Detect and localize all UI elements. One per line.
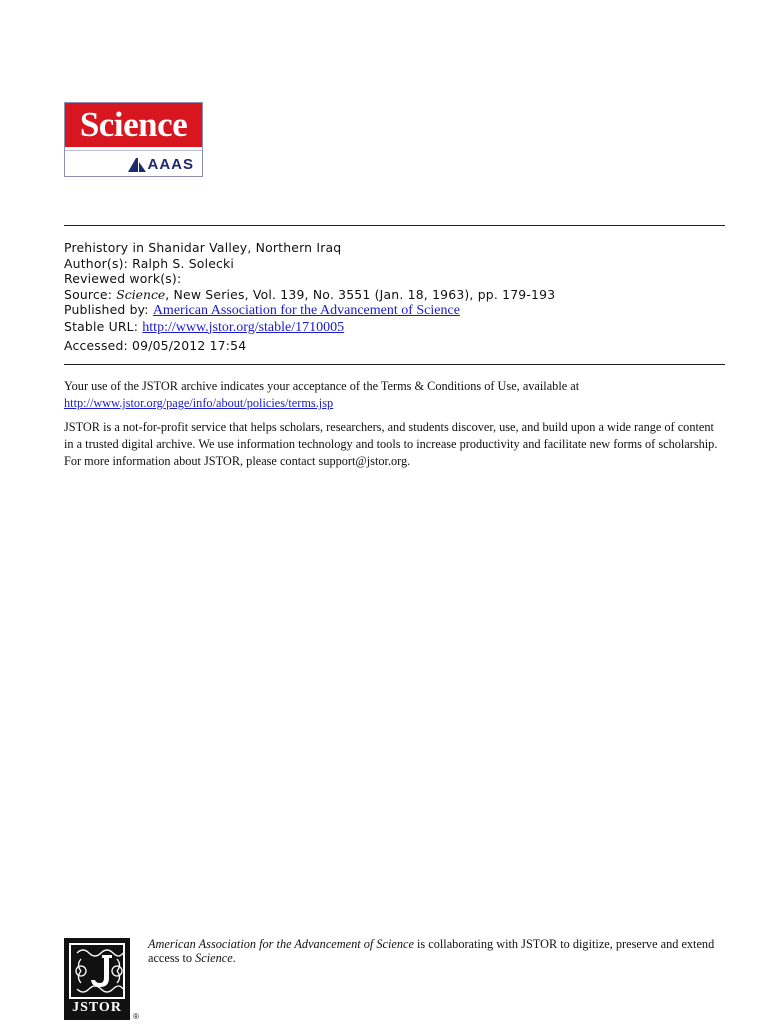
footer-text-end: . xyxy=(232,950,236,965)
source-journal: Science xyxy=(116,286,166,302)
article-title: Prehistory in Shanidar Valley, Northern Iraq xyxy=(64,240,342,255)
terms-paragraph xyxy=(64,378,726,412)
authors-label: Author(s): xyxy=(64,255,129,271)
stable-url-line xyxy=(64,319,724,336)
accessed-label: Accessed: xyxy=(64,338,128,353)
terms-text: Your use of the JSTOR archive indicates your acceptance of the Terms & Conditions of Use, available at xyxy=(64,379,580,393)
jstor-emblem xyxy=(69,943,125,999)
jstor-j-emblem-icon xyxy=(71,945,125,997)
published-by-line xyxy=(64,302,724,319)
publisher-link[interactable]: American Association for the Advancement of Science xyxy=(152,303,460,318)
science-wordmark: Science xyxy=(65,103,202,147)
footer-journal: Science xyxy=(195,950,233,965)
aaas-mark xyxy=(65,151,202,178)
authors-value: Ralph S. Solecki xyxy=(132,255,235,271)
jstor-logo xyxy=(64,938,130,1020)
top-divider xyxy=(64,225,725,226)
aaas-label: AAAS xyxy=(147,156,194,173)
jstor-about-paragraph: JSTOR is a not-for-profit service that helps scholars, researchers, and students discover, use, and build upon a wide range of content in a trusted digital archive. We use information technology and tools to increase productivity and facilitate new forms of scholarship. For more information about JSTOR, please contact support@jstor.org. xyxy=(64,420,718,468)
authors-line xyxy=(64,256,724,272)
footer-org: American Association for the Advancement of Science xyxy=(148,937,414,951)
accessed-value: 09/05/2012 17:54 xyxy=(132,338,247,353)
stable-url-link[interactable]: http://www.jstor.org/stable/1710005 xyxy=(142,319,345,335)
registered-mark: ® xyxy=(133,1012,139,1021)
footer-text-mid: is collaborating with JSTOR to digitize, preserve and extend access to xyxy=(148,937,715,965)
source-line xyxy=(64,287,724,303)
footer-statement xyxy=(148,938,728,965)
terms-link[interactable]: http://www.jstor.org/page/info/about/policies/terms.jsp xyxy=(64,396,334,410)
published-label: Published by: xyxy=(64,302,149,317)
stable-url-label: Stable URL: xyxy=(64,318,139,334)
source-label: Source: xyxy=(64,286,113,302)
source-details: , New Series, Vol. 139, No. 3551 (Jan. 18, 1963), pp. 179-193 xyxy=(165,286,556,302)
jstor-wordmark: JSTOR xyxy=(72,1000,122,1015)
middle-divider xyxy=(64,364,725,365)
aaas-triangle-icon xyxy=(128,158,146,172)
science-logo xyxy=(64,102,203,177)
citation-block xyxy=(64,240,724,354)
reviewed-works-line: Reviewed work(s): xyxy=(64,271,182,286)
accessed-line xyxy=(64,338,724,354)
terms-section xyxy=(64,378,726,477)
